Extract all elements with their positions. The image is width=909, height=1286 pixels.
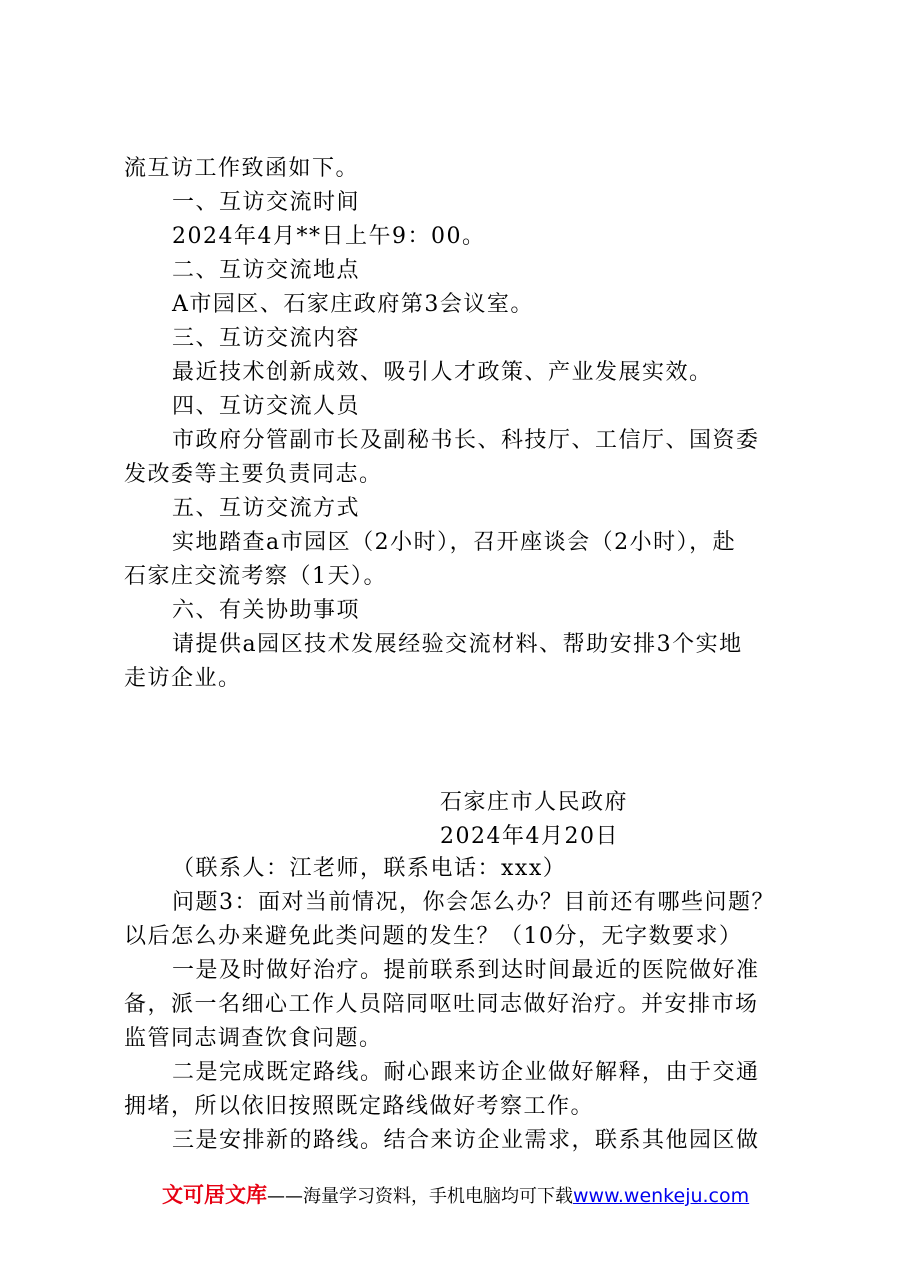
footer-brand: 文可居文库	[162, 1183, 267, 1207]
body-line: A市园区、石家庄政府第3会议室。	[172, 292, 534, 317]
body-line: 最近技术创新成效、吸引人才政策、产业发展实效。	[172, 360, 713, 385]
footer-link[interactable]: www.wenkeju.com	[573, 1185, 750, 1207]
question-line: 问题3：面对当前情况，你会怎么办？目前还有哪些问题？	[172, 890, 775, 915]
signature-date: 2024年4月20日	[440, 824, 619, 849]
answer-line: 备，派一名细心工作人员陪同呕吐同志做好治疗。并安排市场	[124, 992, 759, 1017]
footer-slogan: ——海量学习资料，手机电脑均可下载	[267, 1186, 573, 1207]
answer-line: 拥堵，所以依旧按照既定路线做好考察工作。	[124, 1094, 595, 1119]
body-line: 请提供a园区技术发展经验交流材料、帮助安排3个实地	[172, 632, 743, 657]
body-line: 走访企业。	[124, 666, 242, 691]
body-line: 实地踏查a市园区（2小时），召开座谈会（2小时），赴	[172, 530, 737, 555]
signature-org: 石家庄市人民政府	[440, 790, 629, 815]
question-line: 以后怎么办来避免此类问题的发生？（10分，无字数要求）	[124, 924, 743, 949]
section-heading-assistance: 六、有关协助事项	[172, 598, 361, 623]
section-heading-time: 一、互访交流时间	[172, 190, 361, 215]
section-heading-content: 三、互访交流内容	[172, 326, 361, 351]
section-heading-method: 五、互访交流方式	[172, 496, 361, 521]
body-line: 2024年4月**日上午9：00。	[172, 224, 486, 249]
section-heading-location: 二、互访交流地点	[172, 258, 361, 283]
body-line: 流互访工作致函如下。	[124, 156, 360, 181]
body-line: 发改委等主要负责同志。	[124, 462, 383, 487]
answer-line: 二是完成既定路线。耐心跟来访企业做好解释，由于交通	[172, 1060, 760, 1085]
answer-line: 三是安排新的路线。结合来访企业需求，联系其他园区做	[172, 1128, 760, 1153]
contact-line: （联系人：江老师，联系电话：xxx）	[172, 856, 567, 881]
watermark-footer	[162, 1180, 749, 1212]
answer-line: 一是及时做好治疗。提前联系到达时间最近的医院做好准	[172, 958, 760, 983]
body-line: 市政府分管副市长及副秘书长、科技厅、工信厅、国资委	[172, 428, 760, 453]
body-line: 石家庄交流考察（1天）。	[124, 564, 387, 589]
section-heading-personnel: 四、互访交流人员	[172, 394, 361, 419]
answer-line: 监管同志调查饮食问题。	[124, 1026, 383, 1051]
